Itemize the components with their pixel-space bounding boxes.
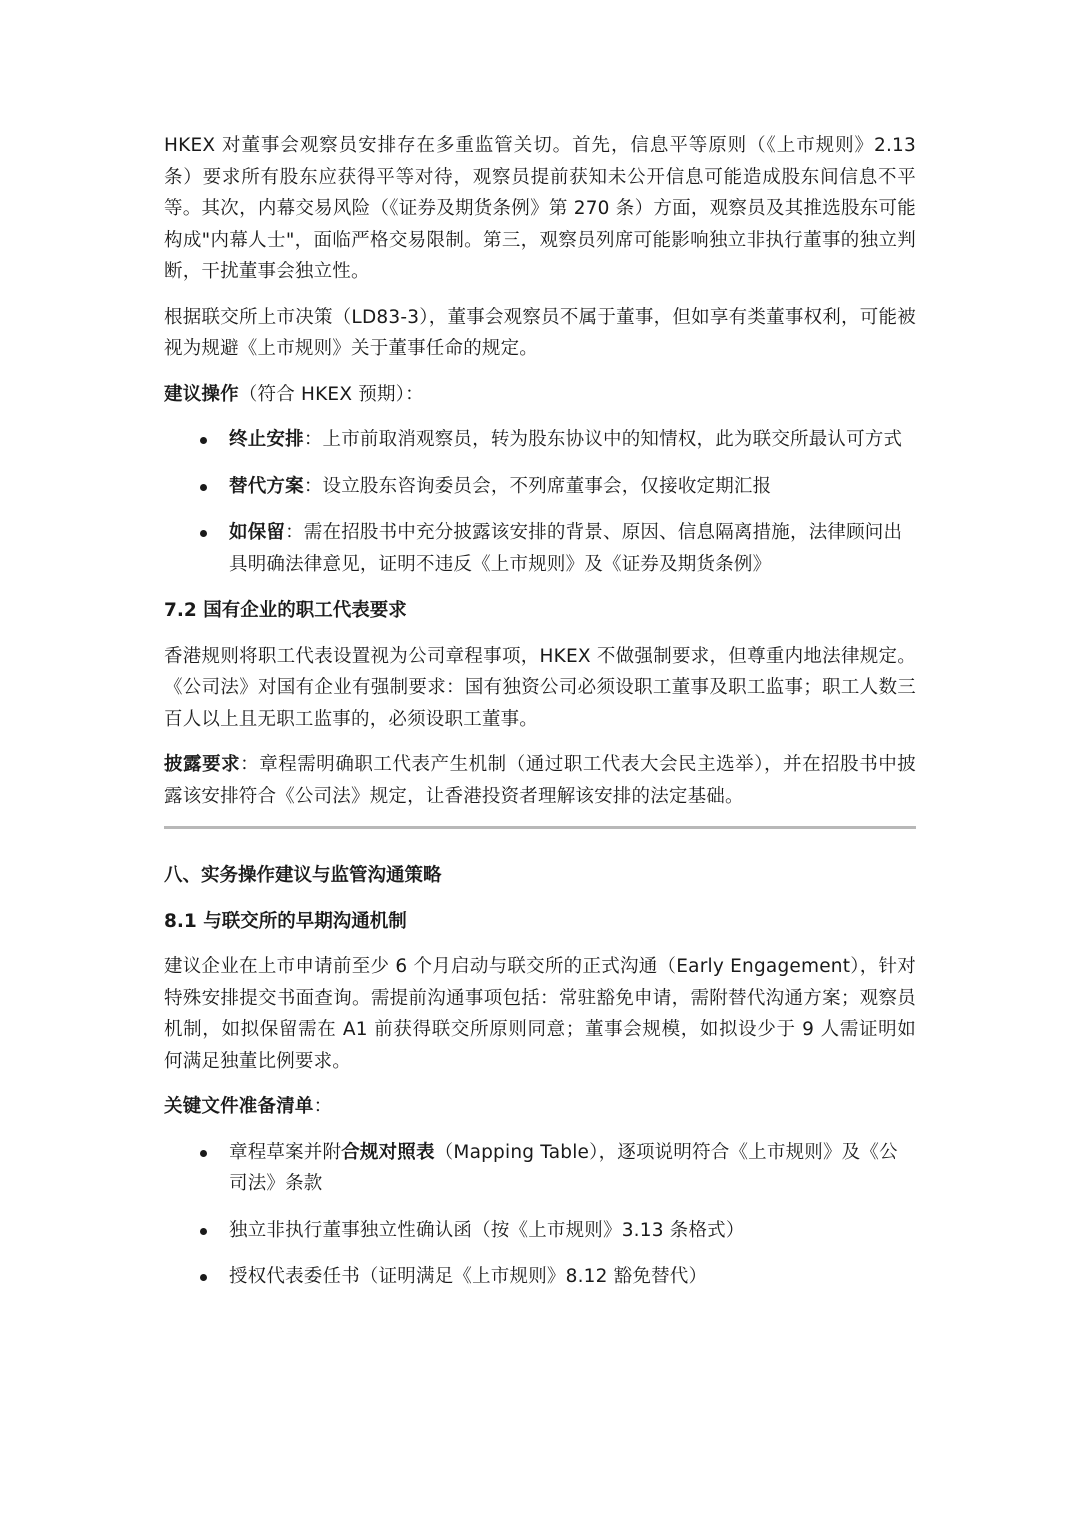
checklist-colon: ： xyxy=(313,1096,333,1117)
paragraph-listing-decision: 根据联交所上市决策（LD83-3），董事会观察员不属于董事，但如享有类董事权利，可能被视为规避《上市规则》关于董事任命的规定。 xyxy=(164,306,916,359)
checklist-label: 关键文件准备清单 xyxy=(164,1096,314,1117)
section-divider xyxy=(164,826,916,829)
list-item-text: ：上市前取消观察员，转为股东协议中的知情权，此为联交所最认可方式 xyxy=(303,429,903,450)
paragraph-suggested-actions xyxy=(164,379,916,411)
list-item-text: 授权代表委任书（证明满足《上市规则》8.12 豁免替代） xyxy=(229,1266,708,1287)
list-item xyxy=(164,1137,916,1200)
suggest-rest: （符合 HKEX 预期）： xyxy=(238,383,424,405)
list-item xyxy=(164,471,916,503)
bullet-icon xyxy=(200,437,207,444)
list-item xyxy=(164,1215,916,1247)
section-7-2-heading: 7.2 国有企业的职工代表要求 xyxy=(164,600,407,621)
document-page xyxy=(164,130,916,1308)
bullet-icon xyxy=(200,530,207,537)
checklist xyxy=(164,1137,916,1293)
paragraph-checklist-label xyxy=(164,1091,916,1123)
paragraph-worker-representatives: 香港规则将职工代表设置视为公司章程事项，HKEX 不做强制要求，但尊重内地法律规定。《公司法》对国有企业有强制要求：国有独资公司必须设职工董事及职工监事；职工人数三百人以上且无职工监事的，必须设职工董事。 xyxy=(164,645,916,730)
bullet-icon xyxy=(200,1228,207,1235)
paragraph-disclosure-requirements xyxy=(164,749,916,812)
list-item xyxy=(164,1261,916,1293)
section-8-1-heading: 8.1 与联交所的早期沟通机制 xyxy=(164,910,407,932)
list-item xyxy=(164,517,916,580)
list-item-label: 终止安排 xyxy=(229,429,304,450)
list-item-text: ：需在招股书中充分披露该安排的背景、原因、信息隔离措施，法律顾问出具明确法律意见，证明不违反《上市规则》及《证券及期货条例》 xyxy=(229,522,903,575)
section-8-heading: 八、实务操作建议与监管沟通策略 xyxy=(164,865,442,886)
disclosure-text: ：章程需明确职工代表产生机制（通过职工代表大会民主选举），并在招股书中披露该安排符合《公司法》规定，让香港投资者理解该安排的法定基础。 xyxy=(164,754,916,807)
list-item-text: 独立非执行董事独立性确认函（按《上市规则》3.13 条格式） xyxy=(229,1219,745,1241)
bullet-icon xyxy=(200,1274,207,1281)
list-item-bold: 合规对照表 xyxy=(341,1141,435,1163)
paragraph-early-engagement: 建议企业在上市申请前至少 6 个月启动与联交所的正式沟通（Early Engagement），针对特殊安排提交书面查询。需提前沟通事项包括：常驻豁免申请，需附替代沟通方案；观察员机制，如拟保留需在 A1 前获得联交所原则同意；董事会规模，如拟设少于 9 人需证明如何满足独董比例要求。 xyxy=(164,956,916,1072)
paragraph-observer-concerns: HKEX 对董事会观察员安排存在多重监管关切。首先，信息平等原则（《上市规则》2.13 条）要求所有股东应获得平等对待，观察员提前获知未公开信息可能造成股东间信息不平等。其次，内幕交易风险（《证券及期货条例》第 270 条）方面，观察员及其推选股东可能构成"内幕人士"，面临严格交易限制。第三，观察员列席可能影响独立非执行董事的独立判断，干扰董事会独立性。 xyxy=(164,135,916,282)
suggestion-list xyxy=(164,424,916,580)
bullet-icon xyxy=(200,1150,207,1157)
list-item-label: 如保留 xyxy=(229,522,286,543)
list-item-text: 章程草案并附 xyxy=(229,1141,342,1163)
disclosure-label: 披露要求 xyxy=(164,754,241,775)
list-item xyxy=(164,424,916,456)
suggest-label: 建议操作 xyxy=(164,383,239,405)
list-item-label: 替代方案 xyxy=(229,475,304,497)
bullet-icon xyxy=(200,484,207,491)
list-item-text: ：设立股东咨询委员会，不列席董事会，仅接收定期汇报 xyxy=(303,475,772,497)
list-item-text: （Mapping Table），逐项说明符合《上市规则》及《公司法》条款 xyxy=(229,1141,898,1194)
